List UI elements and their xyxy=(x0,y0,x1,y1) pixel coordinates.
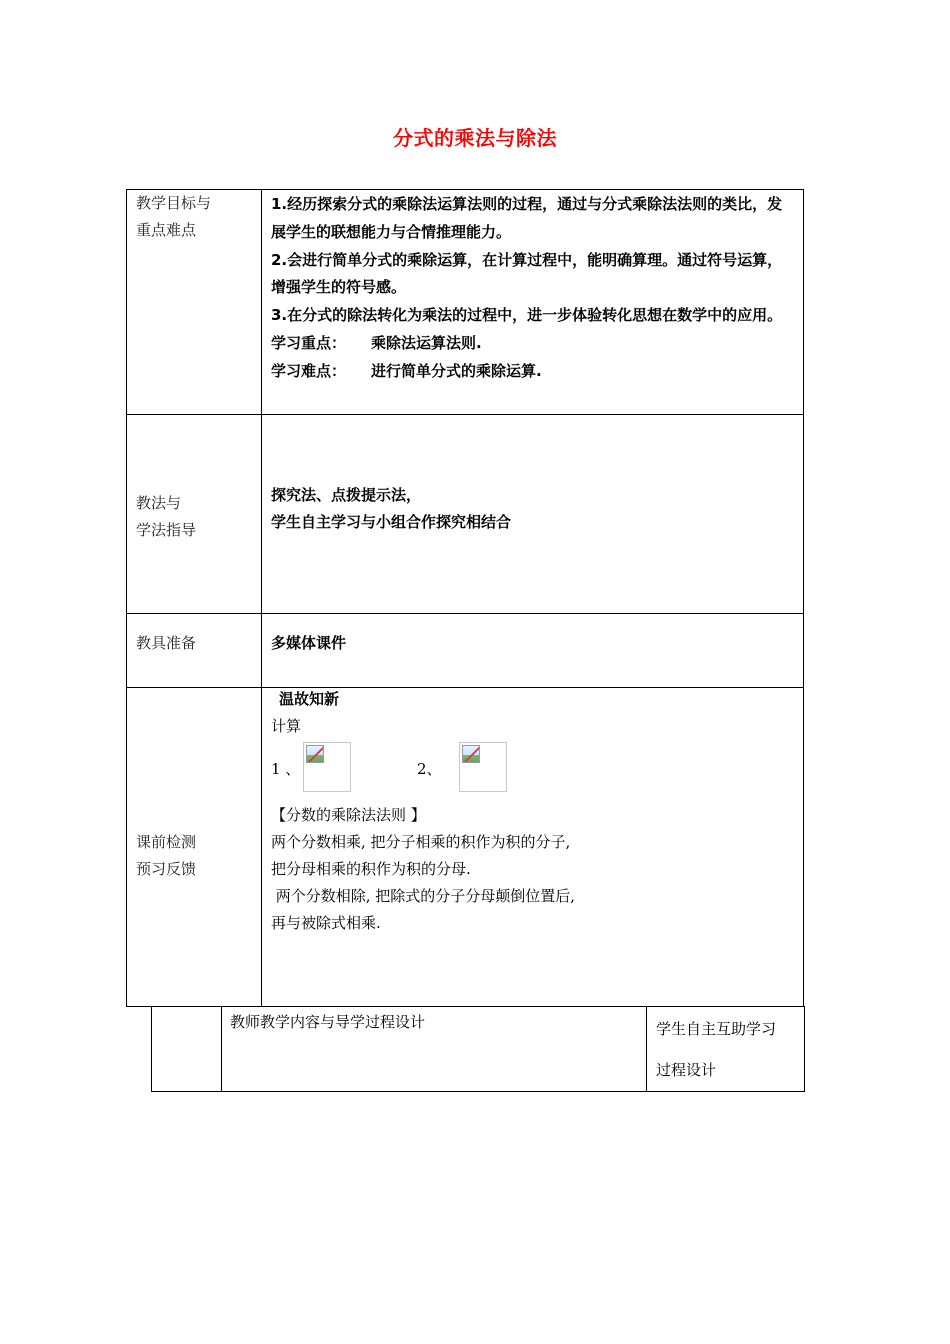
rule-line-4: 再与被除式相乘. xyxy=(271,914,381,932)
rule-line-3: 两个分数相除, 把除式的分子分母颠倒位置后, xyxy=(271,887,576,905)
student-design-line1: 学生自主互助学习 xyxy=(656,1020,777,1038)
key-point-label: 学习重点： xyxy=(271,333,347,352)
process-empty-cell xyxy=(152,1007,222,1092)
difficulty-label: 学习难点： xyxy=(271,361,347,380)
tools-content-cell xyxy=(262,614,804,688)
objectives-label-line2: 重点难点 xyxy=(136,221,197,239)
methods-label-line1: 教法与 xyxy=(136,494,182,512)
page-title: 分式的乘法与除法 xyxy=(393,126,557,150)
objectives-row xyxy=(127,190,804,415)
tools-label: 教具准备 xyxy=(136,634,197,652)
preview-label-cell xyxy=(127,688,262,1007)
student-design-line2: 过程设计 xyxy=(656,1061,717,1079)
teacher-design-label: 教师教学内容与导学过程设计 xyxy=(230,1013,426,1031)
calc-item-2-image xyxy=(459,742,507,792)
preview-heading: 温故知新 xyxy=(279,690,340,708)
objective-item-3: 3.在分式的除法转化为乘法的过程中，进一步体验转化思想在数学中的应用。 xyxy=(271,306,783,325)
student-design-cell xyxy=(647,1007,805,1092)
tools-label-cell xyxy=(127,614,262,688)
difficulty-value: 进行简单分式的乘除运算. xyxy=(371,361,542,380)
methods-label-line2: 学法指导 xyxy=(136,521,197,539)
methods-line1: 探究法、点拨提示法， xyxy=(271,486,422,504)
methods-content-cell xyxy=(262,415,804,614)
rule-line-2: 把分母相乘的积作为积的分母. xyxy=(271,860,471,878)
objectives-label-line1: 教学目标与 xyxy=(136,194,212,212)
difficulty-line xyxy=(271,358,795,386)
preview-label-line1: 课前检测 xyxy=(136,833,197,851)
tools-value: 多媒体课件 xyxy=(271,634,347,652)
lesson-plan-table xyxy=(126,189,804,1007)
calc-items xyxy=(271,742,803,796)
tools-row xyxy=(127,614,804,688)
preview-label-line2: 预习反馈 xyxy=(136,860,197,878)
preview-subheading: 计算 xyxy=(271,717,302,735)
calc-item-1-image xyxy=(303,742,351,792)
objectives-content-cell xyxy=(262,190,804,415)
preview-content-cell xyxy=(262,688,804,1007)
preview-row xyxy=(127,688,804,1007)
key-point-value: 乘除法运算法则. xyxy=(371,333,482,352)
process-design-table xyxy=(151,1006,805,1092)
methods-line2: 学生自主学习与小组合作探究相结合 xyxy=(271,513,512,531)
rule-line-1: 两个分数相乘, 把分子相乘的积作为积的分子, xyxy=(271,833,571,851)
methods-label-cell xyxy=(127,415,262,614)
calc-item-2-number: 2、 xyxy=(417,760,442,778)
teacher-design-cell xyxy=(222,1007,647,1092)
broken-image-icon xyxy=(306,745,324,763)
calc-item-1-number: 1 、 xyxy=(271,760,301,778)
rule-title: 【分数的乘除法法则 】 xyxy=(271,806,426,824)
process-design-header-row xyxy=(152,1007,805,1092)
broken-image-icon xyxy=(462,745,480,763)
objectives-label-cell xyxy=(127,190,262,415)
methods-row xyxy=(127,415,804,614)
objective-item-1: 1.经历探索分式的乘除法运算法则的过程，通过与分式乘除法法则的类比，发展学生的联想能力与合情推理能力。 xyxy=(271,195,783,241)
objective-item-2: 2.会进行简单分式的乘除运算，在计算过程中，能明确算理。通过符号运算，增强学生的符号感。 xyxy=(271,250,783,297)
key-point-line xyxy=(271,330,795,358)
